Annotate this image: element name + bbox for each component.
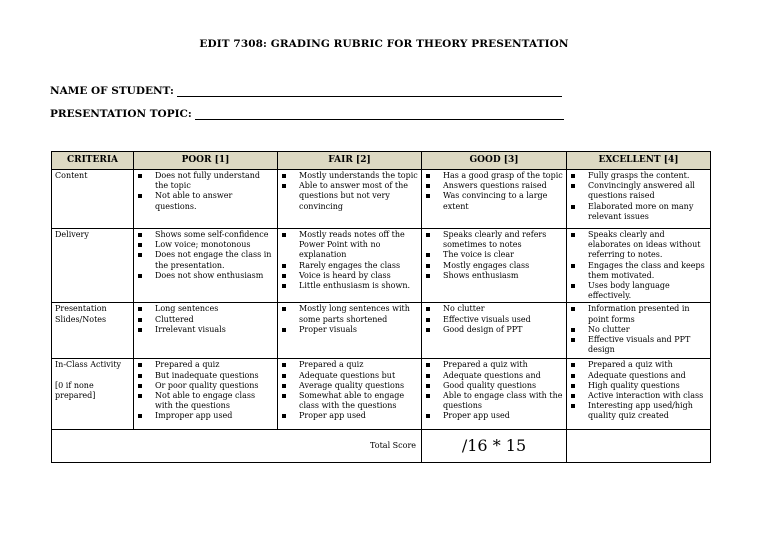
descriptor-item: Low voice; monotonous <box>137 240 274 250</box>
excellent-cell <box>567 359 711 430</box>
good-cell <box>422 303 567 359</box>
descriptor-item: Or poor quality questions <box>137 381 274 391</box>
total-score-label: Total Score <box>52 430 422 463</box>
fair-descriptor-list <box>281 304 418 335</box>
descriptor-item: Cluttered <box>137 315 274 325</box>
descriptor-item: Not able to engage class with the questions <box>137 391 274 411</box>
descriptor-item: Convincingly answered all questions raised <box>570 181 707 201</box>
descriptor-item: Somewhat able to engage class with the questions <box>281 391 418 411</box>
poor-descriptor-list <box>137 230 274 281</box>
criteria-text: Delivery <box>55 230 89 239</box>
descriptor-item: Improper app used <box>137 411 274 421</box>
fair-descriptor-list <box>281 171 418 212</box>
descriptor-item: Fully grasps the content. <box>570 171 707 181</box>
descriptor-item: Active interaction with class <box>570 391 707 401</box>
criteria-cell <box>52 303 134 359</box>
total-score-blank-cell[interactable] <box>567 430 711 463</box>
excellent-descriptor-list <box>570 360 707 421</box>
descriptor-item: Speaks clearly and refers sometimes to notes <box>425 230 563 250</box>
rubric-row-delivery <box>52 229 711 303</box>
good-cell <box>422 229 567 303</box>
descriptor-item: Effective visuals and PPT design <box>570 335 707 355</box>
criteria-text: prepared] <box>55 390 96 400</box>
descriptor-item: Effective visuals used <box>425 315 563 325</box>
descriptor-item: Prepared a quiz <box>137 360 274 370</box>
descriptor-item: Mostly understands the topic <box>281 171 418 181</box>
grading-rubric-table <box>51 151 711 463</box>
descriptor-item: Prepared a quiz <box>281 360 418 370</box>
fair-descriptor-list <box>281 360 418 421</box>
student-name-label: NAME OF STUDENT: <box>50 85 174 97</box>
descriptor-item: Information presented in point forms <box>570 304 707 324</box>
poor-descriptor-list <box>137 171 274 212</box>
excellent-descriptor-list <box>570 230 707 301</box>
fair-cell <box>278 229 422 303</box>
excellent-cell <box>567 170 711 229</box>
criteria-cell <box>52 170 134 229</box>
header-criteria: CRITERIA <box>52 152 134 170</box>
header-excellent: EXCELLENT [4] <box>567 152 711 170</box>
excellent-cell <box>567 229 711 303</box>
descriptor-item: Uses body language effectively. <box>570 281 707 301</box>
descriptor-item: Able to answer most of the questions but not very convincing <box>281 181 418 212</box>
descriptor-item: High quality questions <box>570 381 707 391</box>
header-good: GOOD [3] <box>422 152 567 170</box>
presentation-topic-field <box>50 108 564 120</box>
good-descriptor-list <box>425 230 563 281</box>
fair-cell <box>278 359 422 430</box>
descriptor-item: Does not show enthusiasm <box>137 271 274 281</box>
descriptor-item: Proper app used <box>425 411 563 421</box>
descriptor-item: Irrelevant visuals <box>137 325 274 335</box>
descriptor-item: Elaborated more on many relevant issues <box>570 202 707 222</box>
descriptor-item: Mostly long sentences with some parts shortened <box>281 304 418 324</box>
descriptor-item: Shows enthusiasm <box>425 271 563 281</box>
descriptor-item: Voice is heard by class <box>281 271 418 281</box>
descriptor-item: Mostly engages class <box>425 261 563 271</box>
descriptor-item: Speaks clearly and elaborates on ideas without referring to notes. <box>570 230 707 261</box>
descriptor-item: Does not engage the class in the presentation. <box>137 250 274 270</box>
descriptor-item: Was convincing to a large extent <box>425 191 563 211</box>
criteria-text: Presentation <box>55 304 107 314</box>
descriptor-item: Able to engage class with the questions <box>425 391 563 411</box>
criteria-cell <box>52 359 134 430</box>
total-score-value[interactable]: /16 * 15 <box>422 430 567 463</box>
criteria-text <box>55 371 130 381</box>
descriptor-item: Rarely engages the class <box>281 261 418 271</box>
good-descriptor-list <box>425 360 563 421</box>
header-poor: POOR [1] <box>134 152 278 170</box>
criteria-cell <box>52 229 134 303</box>
descriptor-item: Average quality questions <box>281 381 418 391</box>
fair-descriptor-list <box>281 230 418 291</box>
descriptor-item: No clutter <box>570 325 707 335</box>
header-fair: FAIR [2] <box>278 152 422 170</box>
good-descriptor-list <box>425 304 563 335</box>
presentation-topic-blank-line[interactable] <box>195 109 564 120</box>
rubric-header-row <box>52 152 711 170</box>
rubric-row-activity <box>52 359 711 430</box>
descriptor-item: Long sentences <box>137 304 274 314</box>
total-score-row <box>52 430 711 463</box>
descriptor-item: Good design of PPT <box>425 325 563 335</box>
poor-cell <box>134 229 278 303</box>
fair-cell <box>278 170 422 229</box>
good-cell <box>422 359 567 430</box>
good-cell <box>422 170 567 229</box>
good-descriptor-list <box>425 171 563 212</box>
descriptor-item: Interesting app used/high quality quiz created <box>570 401 707 421</box>
descriptor-item: Adequate questions and <box>425 371 563 381</box>
student-name-blank-line[interactable] <box>177 86 562 97</box>
descriptor-item: Answers questions raised <box>425 181 563 191</box>
descriptor-item: Mostly reads notes off the Power Point with no explanation <box>281 230 418 261</box>
descriptor-item: Does not fully understand the topic <box>137 171 274 191</box>
descriptor-item: Proper app used <box>281 411 418 421</box>
presentation-topic-label: PRESENTATION TOPIC: <box>50 108 192 120</box>
descriptor-item: But inadequate questions <box>137 371 274 381</box>
descriptor-item: Adequate questions but <box>281 371 418 381</box>
student-name-field <box>50 85 562 97</box>
descriptor-item: No clutter <box>425 304 563 314</box>
descriptor-item: Engages the class and keeps them motivated. <box>570 261 707 281</box>
document-title: EDIT 7308: GRADING RUBRIC FOR THEORY PRESENTATION <box>199 38 569 50</box>
criteria-text: Slides/Notes <box>55 314 107 324</box>
descriptor-item: Has a good grasp of the topic <box>425 171 563 181</box>
descriptor-item: Prepared a quiz with <box>570 360 707 370</box>
poor-descriptor-list <box>137 304 274 335</box>
descriptor-item: Good quality questions <box>425 381 563 391</box>
excellent-descriptor-list <box>570 304 707 355</box>
descriptor-item: Proper visuals <box>281 325 418 335</box>
excellent-descriptor-list <box>570 171 707 222</box>
descriptor-item: Shows some self-confidence <box>137 230 274 240</box>
descriptor-item: Little enthusiasm is shown. <box>281 281 418 291</box>
poor-descriptor-list <box>137 360 274 421</box>
excellent-cell <box>567 303 711 359</box>
descriptor-item: The voice is clear <box>425 250 563 260</box>
descriptor-item: Not able to answer questions. <box>137 191 274 211</box>
criteria-text: In-Class Activity <box>55 360 122 370</box>
poor-cell <box>134 170 278 229</box>
rubric-row-content <box>52 170 711 229</box>
descriptor-item: Adequate questions and <box>570 371 707 381</box>
rubric-row-slides <box>52 303 711 359</box>
poor-cell <box>134 359 278 430</box>
descriptor-item: Prepared a quiz with <box>425 360 563 370</box>
fair-cell <box>278 303 422 359</box>
criteria-text: [0 if none <box>55 380 94 390</box>
poor-cell <box>134 303 278 359</box>
criteria-text: Content <box>55 171 88 180</box>
